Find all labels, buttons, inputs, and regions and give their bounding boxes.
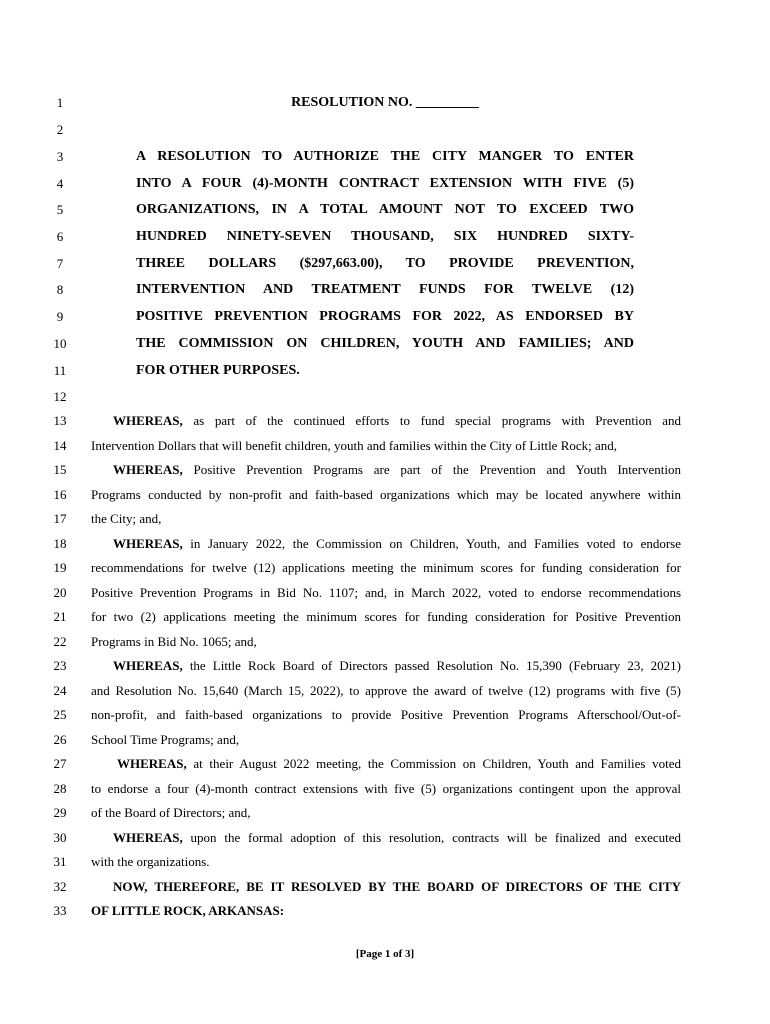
resolved-line: OF LITTLE ROCK, ARKANSAS: (91, 903, 285, 918)
paragraph-line (113, 830, 681, 846)
line-number: 33 (53, 903, 67, 918)
line-number: 11 (53, 363, 67, 378)
line-number: 2 (56, 122, 64, 137)
line-number: 16 (53, 487, 67, 502)
line-number: 7 (56, 256, 64, 271)
line-number: 12 (53, 389, 67, 404)
heading-line: FOR OTHER PURPOSES. (136, 363, 300, 378)
line-number: 23 (53, 658, 67, 673)
paragraph-line: the City; and, (91, 511, 162, 526)
heading-line: INTO A FOUR (4)-MONTH CONTRACT EXTENSION WITH FIVE (5) (136, 176, 634, 191)
whereas-label: WHEREAS, (113, 413, 183, 428)
line-number: 8 (56, 282, 64, 297)
resolution-title: RESOLUTION NO. _________ (291, 95, 479, 110)
line-number: 10 (53, 336, 67, 351)
line-number: 9 (56, 309, 64, 324)
heading-line: THREE DOLLARS ($297,663.00), TO PROVIDE PREVENTION, (136, 256, 634, 271)
paragraph-text: as part of the continued efforts to fund special programs with Prevention and (193, 413, 682, 428)
line-number: 32 (53, 879, 67, 894)
paragraph-line (117, 756, 681, 772)
paragraph-line: with the organizations. (91, 854, 210, 869)
line-number: 18 (53, 536, 67, 551)
paragraph-line: for two (2) applications meeting the minimum scores for funding consideration for Positive Prevention (91, 609, 681, 624)
paragraph-line (113, 536, 681, 552)
paragraph-text: at their August 2022 meeting, the Commission on Children, Youth and Families voted (193, 756, 682, 771)
heading-line: INTERVENTION AND TREATMENT FUNDS FOR TWELVE (12) (136, 282, 634, 297)
line-number: 26 (53, 732, 67, 747)
paragraph-line: of the Board of Directors; and, (91, 805, 251, 820)
page-footer: [Page 1 of 3] (355, 948, 415, 960)
line-number: 6 (56, 229, 64, 244)
paragraph-text: Positive Prevention Programs are part of the Prevention and Youth Intervention (193, 462, 682, 477)
line-number: 13 (53, 413, 67, 428)
line-number: 29 (53, 805, 67, 820)
line-number: 25 (53, 707, 67, 722)
paragraph-line (113, 413, 681, 429)
heading-line: A RESOLUTION TO AUTHORIZE THE CITY MANGER TO ENTER (136, 149, 634, 164)
line-number: 4 (56, 176, 64, 191)
paragraph-text: the Little Rock Board of Directors passed Resolution No. 15,390 (February 23, 2021) (189, 658, 682, 673)
paragraph-text: upon the formal adoption of this resolution, contracts will be finalized and executed (190, 830, 681, 845)
line-number: 19 (53, 560, 67, 575)
line-number: 1 (56, 95, 64, 110)
paragraph-line: Programs conducted by non-profit and faith-based organizations which may be located anywhere within (91, 487, 681, 502)
line-number: 15 (53, 462, 67, 477)
line-number: 24 (53, 683, 67, 698)
line-number: 22 (53, 634, 67, 649)
paragraph-line (113, 462, 681, 478)
resolved-line: NOW, THEREFORE, BE IT RESOLVED BY THE BOARD OF DIRECTORS OF THE CITY (113, 879, 681, 894)
paragraph-line: non-profit, and faith-based organizations to provide Positive Prevention Programs Afterschool/Out-of- (91, 707, 681, 722)
paragraph-line: School Time Programs; and, (91, 732, 240, 747)
paragraph-text: in January 2022, the Commission on Children, Youth, and Families voted to endorse (190, 536, 682, 551)
paragraph-line: and Resolution No. 15,640 (March 15, 2022), to approve the award of twelve (12) programs with five (5) (91, 683, 681, 698)
paragraph-line: Intervention Dollars that will benefit children, youth and families within the City of Little Rock; and, (91, 438, 618, 453)
line-number: 20 (53, 585, 67, 600)
paragraph-line: recommendations for twelve (12) applications meeting the minimum scores for funding consideration for (91, 560, 681, 575)
line-number: 28 (53, 781, 67, 796)
heading-line: THE COMMISSION ON CHILDREN, YOUTH AND FAMILIES; AND (136, 336, 634, 351)
line-number: 27 (53, 756, 67, 771)
heading-line: POSITIVE PREVENTION PROGRAMS FOR 2022, AS ENDORSED BY (136, 309, 634, 324)
paragraph-line (113, 658, 681, 674)
line-number: 17 (53, 511, 67, 526)
paragraph-line: Positive Prevention Programs in Bid No. 1107; and, in March 2022, voted to endorse recommendations (91, 585, 681, 600)
heading-line: ORGANIZATIONS, IN A TOTAL AMOUNT NOT TO EXCEED TWO (136, 202, 634, 217)
paragraph-line: Programs in Bid No. 1065; and, (91, 634, 257, 649)
whereas-label: WHEREAS, (117, 756, 187, 771)
whereas-label: WHEREAS, (113, 536, 183, 551)
line-number: 3 (56, 149, 64, 164)
whereas-label: WHEREAS, (113, 658, 183, 673)
whereas-label: WHEREAS, (113, 830, 183, 845)
line-number: 30 (53, 830, 67, 845)
line-number: 14 (53, 438, 67, 453)
heading-line: HUNDRED NINETY-SEVEN THOUSAND, SIX HUNDRED SIXTY- (136, 229, 634, 244)
whereas-label: WHEREAS, (113, 462, 183, 477)
line-number: 5 (56, 202, 64, 217)
line-number: 21 (53, 609, 67, 624)
line-number: 31 (53, 854, 67, 869)
paragraph-line: to endorse a four (4)-month contract extensions with five (5) organizations contingent upon the approval (91, 781, 681, 796)
